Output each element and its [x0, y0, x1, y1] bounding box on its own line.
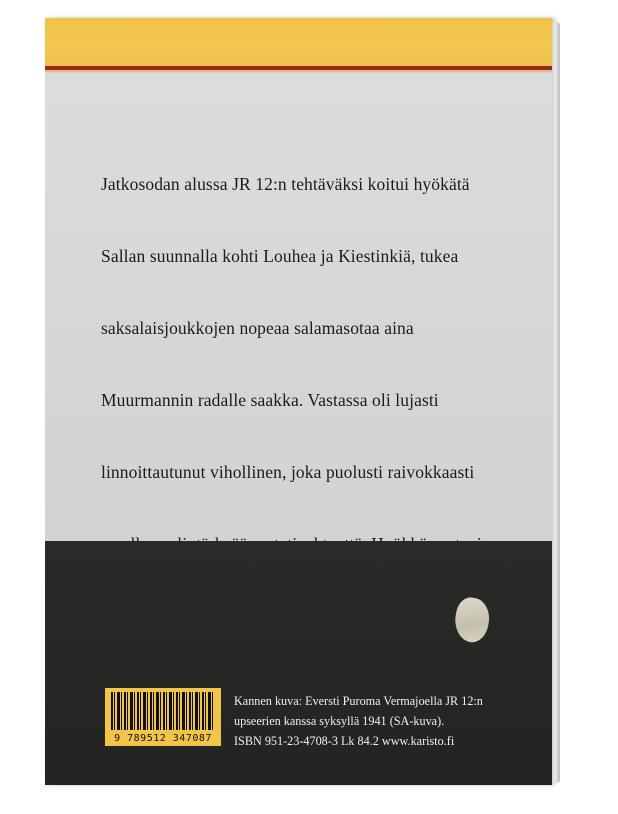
tape-residue — [451, 595, 493, 645]
bottom-dark-panel — [45, 541, 552, 785]
blurb-line: Muurmannin radalle saakka. Vastassa oli lujasti — [101, 390, 439, 410]
blurb-line: Jatkosodan alussa JR 12:n tehtäväksi koitui hyökätä — [101, 174, 470, 194]
blurb-panel — [45, 73, 552, 541]
blurb-line: saksalaisjoukkojen nopeaa salamasotaa aina — [101, 318, 414, 338]
cover-photo-credit-cont: upseerien kanssa syksyllä 1941 (SA-kuva). — [234, 714, 445, 728]
isbn-line: ISBN 951-23-4708-3 Lk 84.2 www.karisto.fi — [234, 734, 455, 748]
barcode — [105, 688, 221, 746]
book-back-cover — [45, 18, 552, 785]
barcode-digits: 9 789512 347087 — [114, 733, 212, 744]
top-yellow-band — [45, 18, 552, 66]
cover-edge — [552, 22, 560, 783]
cover-photo-credit: Kannen kuva: Eversti Puroma Vermajoella JR 12:n — [234, 694, 483, 708]
blurb-line: linnoittautunut vihollinen, joka puolusti raivokkaasti — [101, 462, 475, 482]
cover-credits — [234, 691, 483, 751]
blurb-line: Sallan suunnalla kohti Louhea ja Kiestinkiä, tukea — [101, 246, 459, 266]
barcode-bars — [111, 692, 215, 730]
